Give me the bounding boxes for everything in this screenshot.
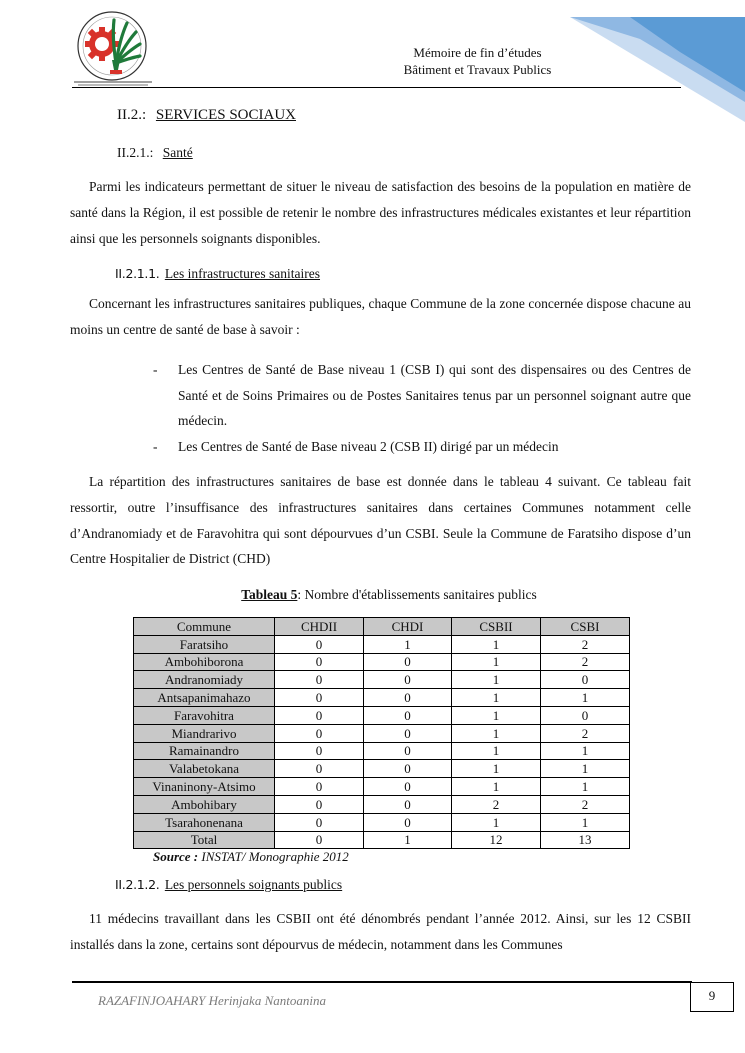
- cell-csbii: 1: [452, 671, 541, 689]
- cell-chdi: 0: [364, 778, 452, 796]
- cell-chdi: 0: [364, 671, 452, 689]
- cell-chdii: 0: [275, 742, 364, 760]
- cell-csbii: 1: [452, 813, 541, 831]
- cell-chdii: 0: [275, 795, 364, 813]
- cell-csbii: 1: [452, 635, 541, 653]
- section-number: II.2.:: [117, 107, 147, 123]
- paragraph-personnels: 11 médecins travaillant dans les CSBII ont été dénombrés pendant l’année 2012. Ainsi, sur les 12 CSBII installés dans la zone, certains sont dépourvus de médecin, notamment dans les Communes: [70, 911, 691, 952]
- cell-csbii: 1: [452, 689, 541, 707]
- cell-total-chdi: 1: [364, 831, 452, 849]
- cell-commune: Antsapanimahazo: [134, 689, 275, 707]
- subsubsection-heading-infrastructures: [115, 266, 320, 282]
- school-logo: [72, 8, 154, 88]
- cell-csbi: 0: [541, 671, 630, 689]
- cell-chdi: 1: [364, 635, 452, 653]
- cell-commune: Andranomiady: [134, 671, 275, 689]
- cell-csbi: 2: [541, 635, 630, 653]
- cell-chdi: 0: [364, 706, 452, 724]
- table-caption-label: Tableau 5: [241, 587, 298, 602]
- table-total-row: [134, 831, 630, 849]
- document-header-title: [380, 44, 575, 78]
- cell-csbi: 1: [541, 813, 630, 831]
- paragraph-repartition: La répartition des infrastructures sanitaires de base est donnée dans le tableau 4 suivant. Ce tableau fait ressortir, outre l’insuffisance des infrastructures sanitaires dans certaines Communes notamment celle d’Andranomiady et de Faravohitra qui sont dépourvues d’un CSBI. Seule la Commune de Faratsiho dispose d’un Centre Hospitalier de District (CHD): [70, 474, 691, 567]
- column-header-chdii: CHDII: [275, 618, 364, 636]
- cell-csbi: 1: [541, 742, 630, 760]
- cell-total-label: Total: [134, 831, 275, 849]
- cell-chdii: 0: [275, 706, 364, 724]
- cell-total-chdii: 0: [275, 831, 364, 849]
- cell-csbi: 2: [541, 653, 630, 671]
- cell-commune: Ambohiborona: [134, 653, 275, 671]
- list-item: [150, 434, 691, 460]
- cell-commune: Faravohitra: [134, 706, 275, 724]
- school-emblem-icon: [72, 8, 154, 88]
- cell-csbii: 1: [452, 706, 541, 724]
- health-facilities-table: [133, 617, 630, 849]
- subsubsection-number: II.2.1.1.: [115, 266, 160, 281]
- subsection-number: II.2.1.:: [117, 145, 154, 160]
- corner-decoration: [570, 17, 745, 122]
- cell-csbi: 1: [541, 778, 630, 796]
- footer-author: RAZAFINJOAHARY Herinjaka Nantoanina: [98, 993, 326, 1008]
- cell-chdi: 0: [364, 795, 452, 813]
- table-row: [134, 653, 630, 671]
- subsubsection-number: II.2.1.2.: [115, 877, 160, 892]
- table-row: [134, 724, 630, 742]
- cell-chdii: 0: [275, 778, 364, 796]
- table-row: [134, 635, 630, 653]
- source-text: INSTAT/ Monographie 2012: [198, 849, 349, 864]
- table-row: [134, 795, 630, 813]
- cell-chdii: 0: [275, 635, 364, 653]
- cell-commune: Valabetokana: [134, 760, 275, 778]
- cell-commune: Ambohibary: [134, 795, 275, 813]
- cell-chdii: 0: [275, 724, 364, 742]
- cell-csbii: 1: [452, 760, 541, 778]
- column-header-csbi: CSBI: [541, 618, 630, 636]
- cell-commune: Ramainandro: [134, 742, 275, 760]
- cell-commune: Tsarahonenana: [134, 813, 275, 831]
- table-caption-text: : Nombre d'établissements sanitaires publics: [297, 587, 537, 602]
- cell-csbi: 0: [541, 706, 630, 724]
- cell-chdii: 0: [275, 671, 364, 689]
- cell-total-csbi: 13: [541, 831, 630, 849]
- subsubsection-heading-personnels: [115, 877, 342, 893]
- table-row: [134, 778, 630, 796]
- bullet-dash: -: [153, 362, 158, 377]
- column-header-csbii: CSBII: [452, 618, 541, 636]
- table-source: [153, 849, 349, 865]
- column-header-chdi: CHDI: [364, 618, 452, 636]
- cell-chdi: 0: [364, 813, 452, 831]
- cell-csbi: 1: [541, 760, 630, 778]
- header-title-line1: Mémoire de fin d’études: [413, 45, 542, 60]
- blue-triangle-decoration-icon: [570, 17, 745, 122]
- table-row: [134, 689, 630, 707]
- section-heading: [117, 107, 296, 124]
- cell-chdii: 0: [275, 760, 364, 778]
- cell-chdi: 0: [364, 742, 452, 760]
- cell-csbii: 1: [452, 653, 541, 671]
- cell-csbi: 2: [541, 795, 630, 813]
- cell-csbii: 1: [452, 778, 541, 796]
- section-title: SERVICES SOCIAUX: [155, 107, 296, 123]
- cell-chdi: 0: [364, 760, 452, 778]
- cell-csbi: 2: [541, 724, 630, 742]
- table-header-row: [134, 618, 630, 636]
- header-title-line2: Bâtiment et Travaux Publics: [403, 62, 552, 77]
- cell-chdii: 0: [275, 653, 364, 671]
- paragraph-intro: Parmi les indicateurs permettant de situer le niveau de satisfaction des besoins de la population en matière de santé dans la Région, il est possible de retenir le nombre des infrastructures médicales existantes et leur répartition ainsi que les personnels soignants disponibles.: [70, 179, 691, 246]
- list-item-text: Les Centres de Santé de Base niveau 1 (CSB I) qui sont des dispensaires ou des Centres de Santé et de Soins Primaires ou de Postes Sanitaires tenus par un personnel soignant autre que médecin.: [178, 362, 691, 429]
- cell-csbii: 1: [452, 724, 541, 742]
- table-row: [134, 742, 630, 760]
- cell-commune: Vinaninony-Atsimo: [134, 778, 275, 796]
- cell-total-csbii: 12: [452, 831, 541, 849]
- cell-commune: Miandrarivo: [134, 724, 275, 742]
- cell-chdi: 0: [364, 653, 452, 671]
- subsubsection-title: Les infrastructures sanitaires: [164, 266, 321, 281]
- bullet-list: [150, 357, 691, 459]
- cell-csbii: 2: [452, 795, 541, 813]
- cell-chdi: 0: [364, 689, 452, 707]
- column-header-commune: Commune: [134, 618, 275, 636]
- source-label: Source :: [153, 849, 199, 864]
- page-number: 9: [690, 982, 734, 1012]
- list-item-text: Les Centres de Santé de Base niveau 2 (CSB II) dirigé par un médecin: [178, 438, 559, 454]
- subsection-title: Santé: [162, 145, 193, 160]
- table-row: [134, 671, 630, 689]
- table-caption: [133, 587, 645, 603]
- cell-csbii: 1: [452, 742, 541, 760]
- table-row: [134, 813, 630, 831]
- cell-chdii: 0: [275, 689, 364, 707]
- cell-commune: Faratsiho: [134, 635, 275, 653]
- cell-csbi: 1: [541, 689, 630, 707]
- subsubsection-title: Les personnels soignants publics: [164, 877, 343, 892]
- list-item: [150, 357, 691, 434]
- subsection-heading: [117, 145, 193, 161]
- cell-chdi: 0: [364, 724, 452, 742]
- footer-rule: [72, 981, 692, 983]
- table-row: [134, 706, 630, 724]
- table-row: [134, 760, 630, 778]
- cell-chdii: 0: [275, 813, 364, 831]
- bullet-dash: -: [153, 438, 158, 454]
- paragraph-infrastructures: Concernant les infrastructures sanitaires publiques, chaque Commune de la zone concernée dispose chacune au moins un centre de santé de base à savoir :: [70, 296, 691, 337]
